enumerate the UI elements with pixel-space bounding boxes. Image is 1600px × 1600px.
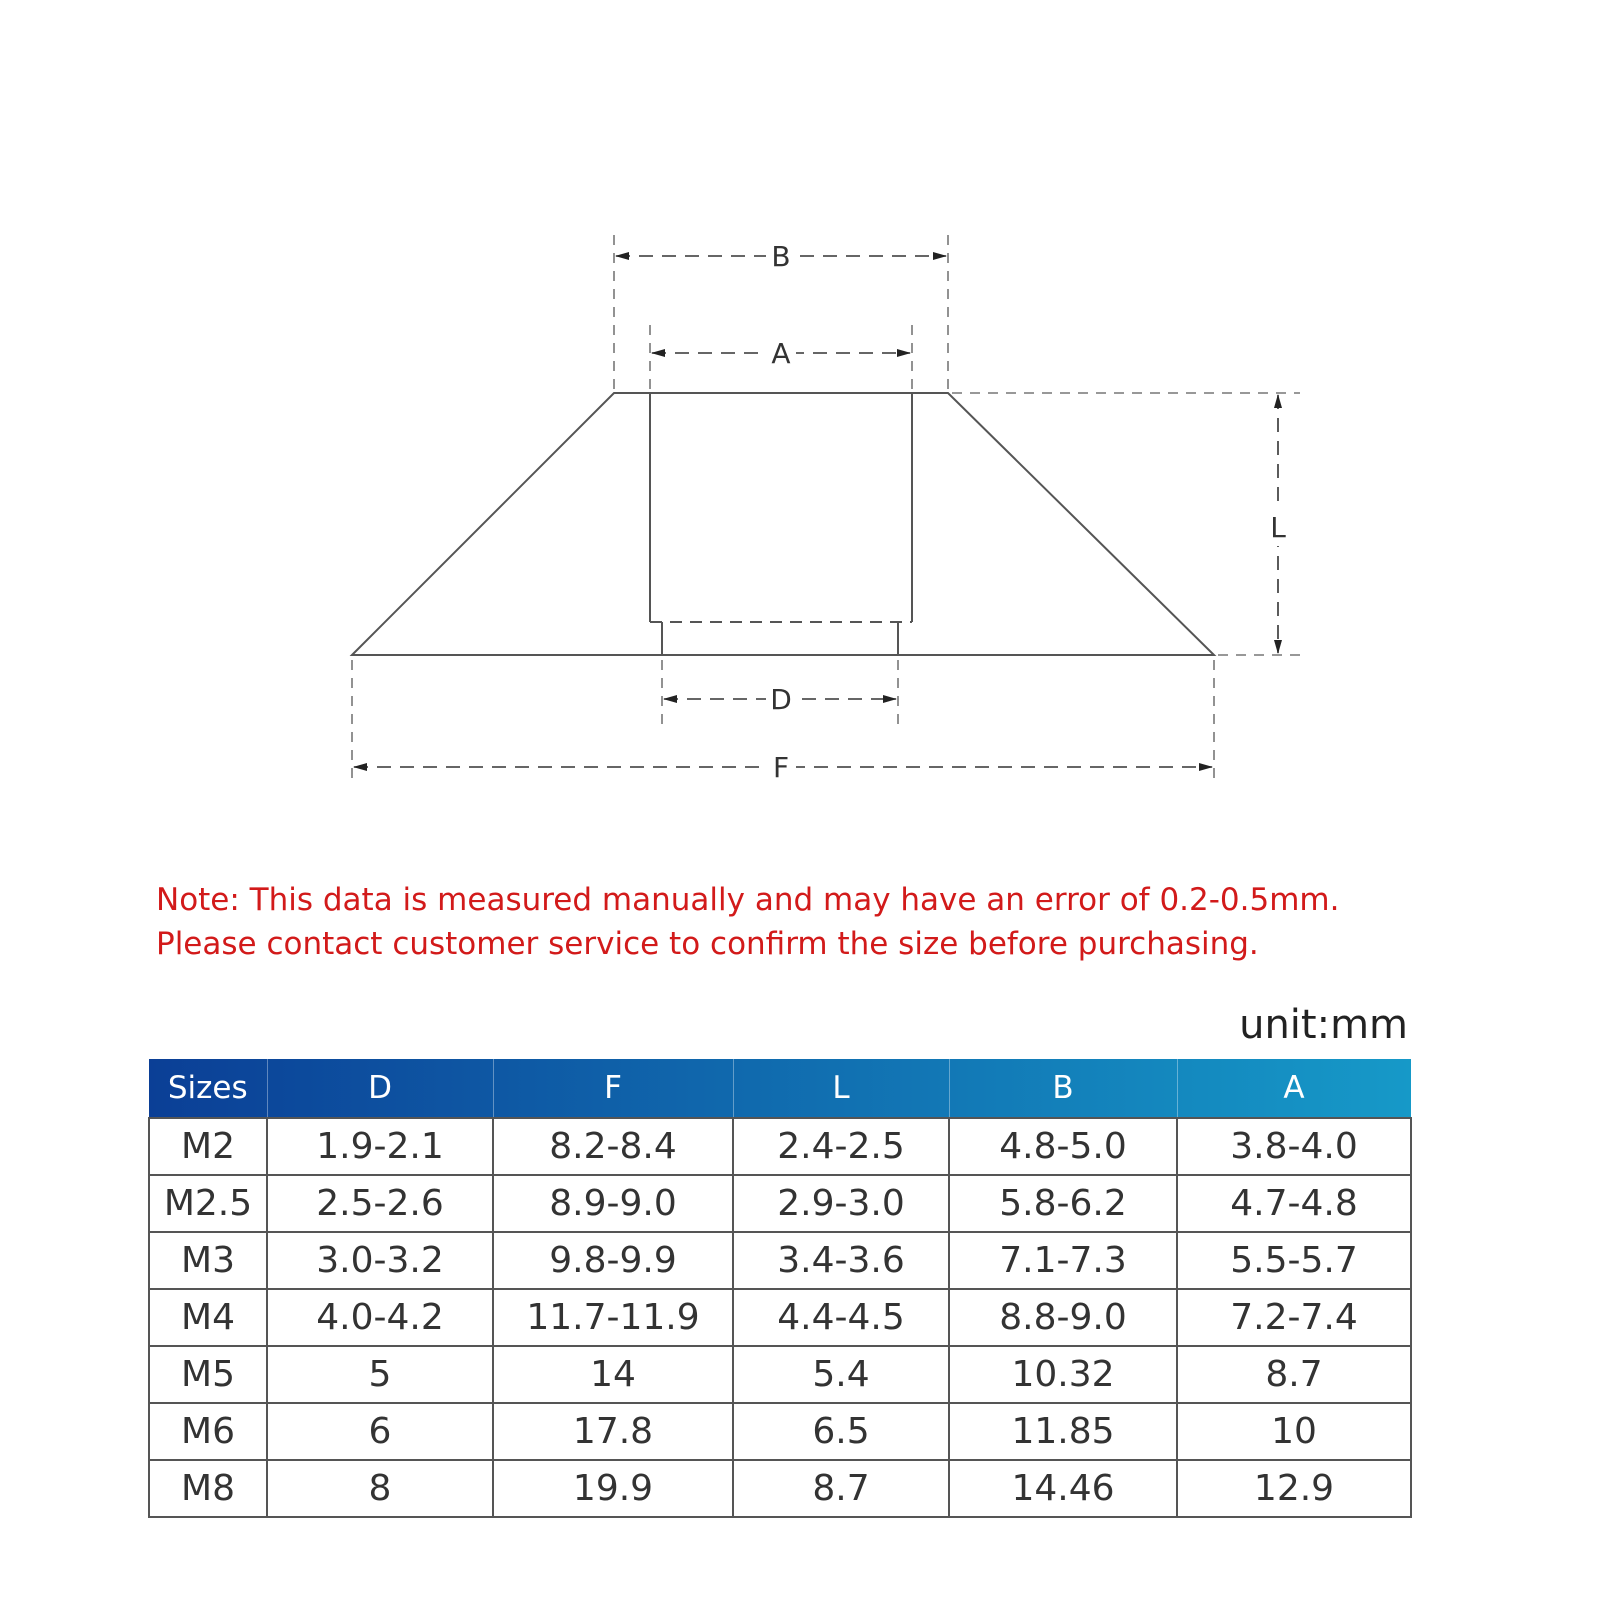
cell-size: M2.5 <box>149 1175 267 1232</box>
header-f: F <box>493 1059 733 1118</box>
cell-size: M4 <box>149 1289 267 1346</box>
cell-a: 7.2-7.4 <box>1177 1289 1411 1346</box>
size-table <box>148 1059 1412 1518</box>
cell-size: M6 <box>149 1403 267 1460</box>
label-a: A <box>771 337 791 370</box>
cell-f: 11.7-11.9 <box>493 1289 733 1346</box>
cell-a: 3.8-4.0 <box>1177 1118 1411 1175</box>
cell-l: 8.7 <box>733 1460 949 1517</box>
cell-a: 12.9 <box>1177 1460 1411 1517</box>
cell-b: 7.1-7.3 <box>949 1232 1177 1289</box>
cell-d: 5 <box>267 1346 493 1403</box>
hole-step <box>662 622 898 655</box>
cell-size: M3 <box>149 1232 267 1289</box>
table-row <box>149 1232 1411 1289</box>
cell-a: 8.7 <box>1177 1346 1411 1403</box>
cell-f: 8.9-9.0 <box>493 1175 733 1232</box>
cell-b: 8.8-9.0 <box>949 1289 1177 1346</box>
label-d: D <box>770 683 792 716</box>
cell-b: 10.32 <box>949 1346 1177 1403</box>
label-l: L <box>1270 511 1286 544</box>
cell-d: 6 <box>267 1403 493 1460</box>
cell-l: 2.4-2.5 <box>733 1118 949 1175</box>
header-l: L <box>733 1059 949 1118</box>
label-f: F <box>772 751 790 784</box>
cell-b: 5.8-6.2 <box>949 1175 1177 1232</box>
cell-l: 2.9-3.0 <box>733 1175 949 1232</box>
table-header-row <box>149 1059 1411 1118</box>
cell-d: 3.0-3.2 <box>267 1232 493 1289</box>
cell-b: 14.46 <box>949 1460 1177 1517</box>
cell-l: 6.5 <box>733 1403 949 1460</box>
cell-size: M2 <box>149 1118 267 1175</box>
cell-d: 1.9-2.1 <box>267 1118 493 1175</box>
header-d: D <box>267 1059 493 1118</box>
cell-f: 9.8-9.9 <box>493 1232 733 1289</box>
cell-d: 4.0-4.2 <box>267 1289 493 1346</box>
table-row <box>149 1460 1411 1517</box>
cell-f: 8.2-8.4 <box>493 1118 733 1175</box>
unit-label: unit:mm <box>1239 1002 1408 1048</box>
table-row <box>149 1289 1411 1346</box>
cell-d: 8 <box>267 1460 493 1517</box>
cell-f: 19.9 <box>493 1460 733 1517</box>
outer-outline <box>352 393 1214 655</box>
cell-l: 5.4 <box>733 1346 949 1403</box>
header-b: B <box>949 1059 1177 1118</box>
cell-a: 5.5-5.7 <box>1177 1232 1411 1289</box>
inner-hole <box>650 393 912 622</box>
cell-a: 4.7-4.8 <box>1177 1175 1411 1232</box>
cell-b: 4.8-5.0 <box>949 1118 1177 1175</box>
cell-d: 2.5-2.6 <box>267 1175 493 1232</box>
header-sizes: Sizes <box>149 1059 267 1118</box>
measurement-note: Note: This data is measured manually and may have an error of 0.2-0.5mm. Please contact customer service to confirm the size before purchasing. <box>156 882 1340 962</box>
table-row <box>149 1175 1411 1232</box>
cell-f: 14 <box>493 1346 733 1403</box>
cell-a: 10 <box>1177 1403 1411 1460</box>
cell-b: 11.85 <box>949 1403 1177 1460</box>
cell-l: 4.4-4.5 <box>733 1289 949 1346</box>
cell-size: M8 <box>149 1460 267 1517</box>
washer-profile <box>352 393 1214 655</box>
cell-f: 17.8 <box>493 1403 733 1460</box>
table-row <box>149 1403 1411 1460</box>
dimension-lines <box>354 256 1278 767</box>
table-row <box>149 1118 1411 1175</box>
cell-size: M5 <box>149 1346 267 1403</box>
cell-l: 3.4-3.6 <box>733 1232 949 1289</box>
header-a: A <box>1177 1059 1411 1118</box>
table-row <box>149 1346 1411 1403</box>
label-b: B <box>771 240 791 273</box>
